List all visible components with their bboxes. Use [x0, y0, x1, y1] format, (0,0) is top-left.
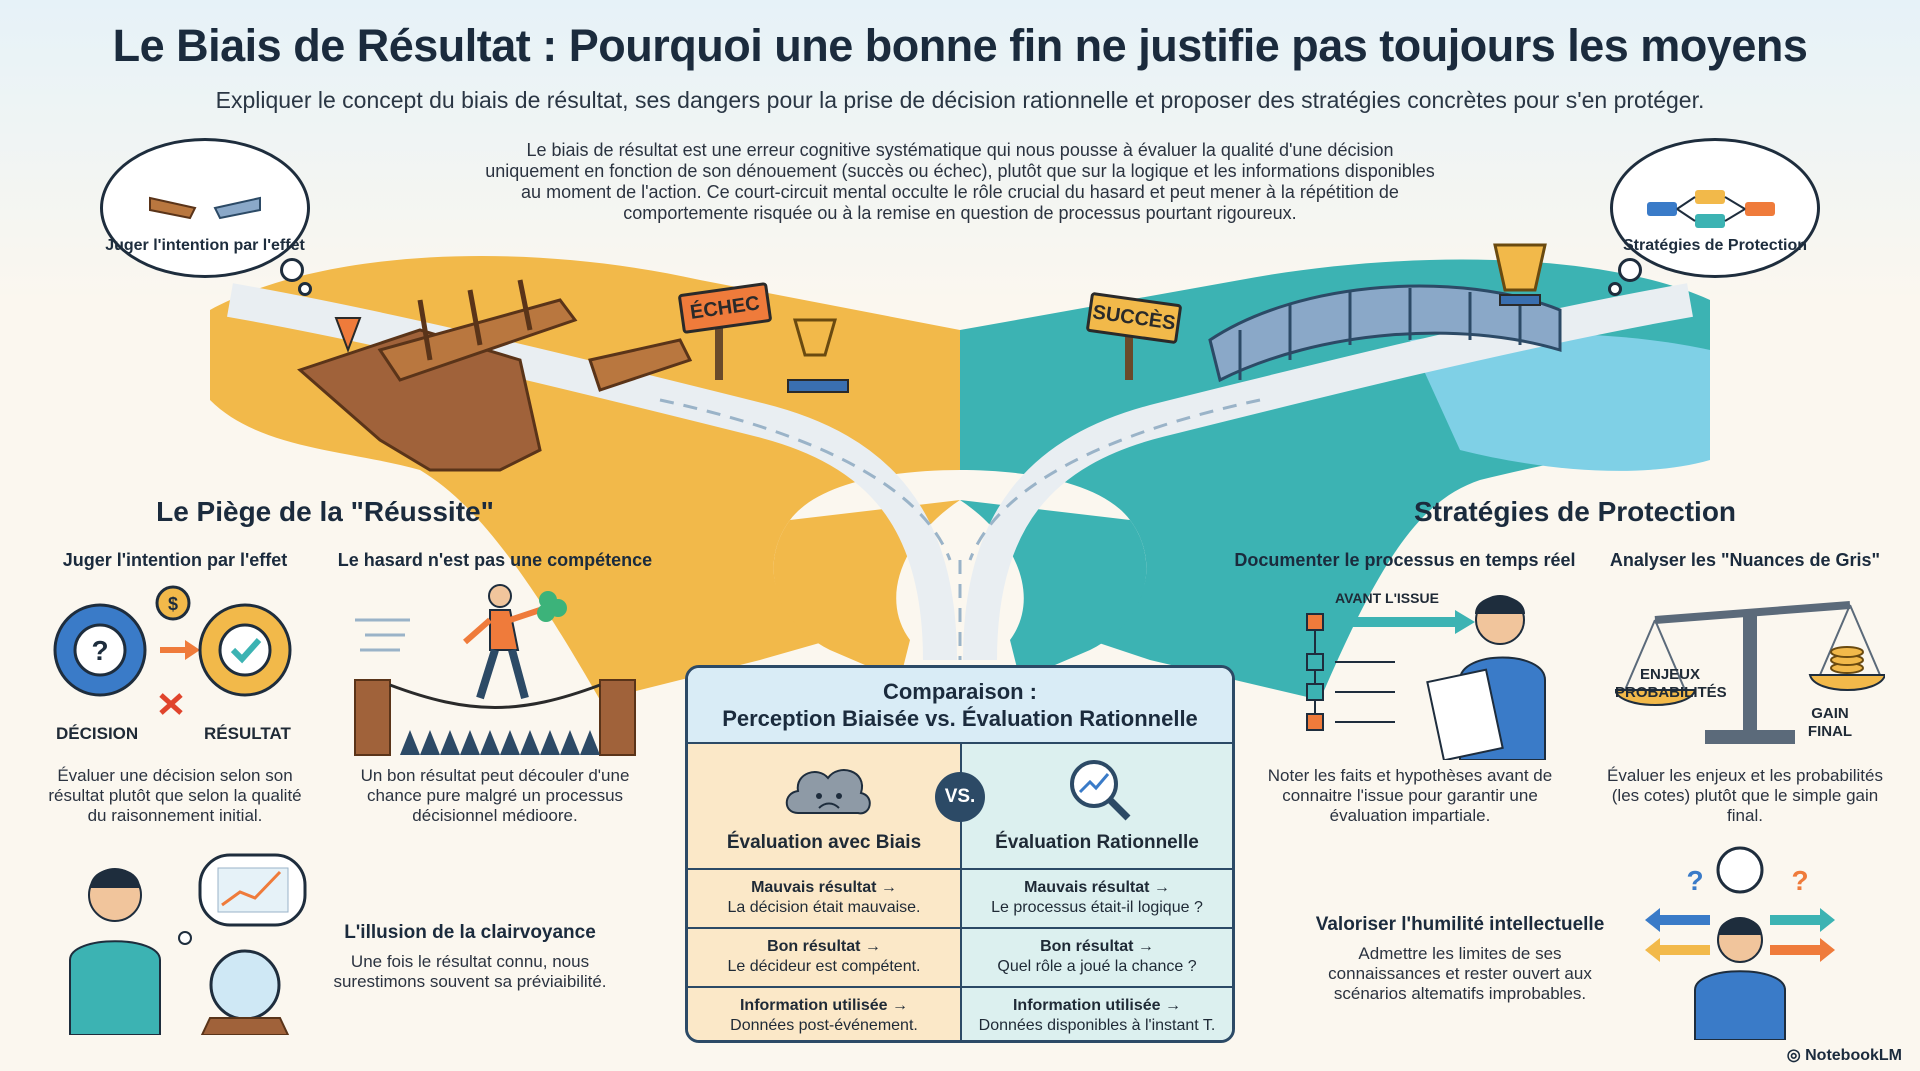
tightrope-walker-icon	[350, 580, 640, 760]
right-section-heading: Stratégies de Protection	[1413, 496, 1737, 527]
flowchart-icon	[1645, 186, 1785, 230]
scale-right-label: GAIN FINAL	[1807, 705, 1853, 740]
comparison-table	[685, 665, 1235, 1043]
comparison-title-line1: Comparaison :	[882, 679, 1038, 704]
rational-column	[960, 744, 1232, 1043]
left-card3-title: L'illusion de la clairvoyance	[344, 922, 596, 943]
table-row	[688, 868, 960, 927]
biased-row1-text: La décision était mauvaise.	[727, 899, 921, 916]
table-row	[962, 868, 1232, 927]
rational-column-header: Évaluation Rationnelle	[995, 832, 1199, 853]
svg-text:?: ?	[91, 635, 109, 666]
open-minded-person-icon	[1640, 840, 1840, 1040]
comparison-header	[688, 668, 1232, 744]
before-outcome-badge: AVANT L'ISSUE	[1335, 590, 1439, 606]
thought-bubble-right	[1610, 138, 1820, 278]
documenting-person-icon	[1285, 590, 1585, 760]
svg-text:$: $	[167, 594, 179, 614]
biased-column-header: Évaluation avec Biais	[726, 832, 922, 853]
intro-paragraph: Le biais de résultat est une erreur cognitive systématique qui nous pousse à évaluer la qualité d'une décision uniquement en fonction de son dénouement (succès ou échec), plutôt que sur la logique et les informations disponibles au moment de l'action. Ce court-circuit mental occulte le rôle crucial du hasard et peut mener à la répétition de comportemente risquée ou à la remise en question de processus pourtant rigoureux.	[485, 140, 1435, 223]
result-label: RÉSULTAT	[204, 724, 291, 743]
decision-label: DÉCISION	[56, 724, 139, 743]
rational-row3-text: Données disponibles à l'instant T.	[978, 1017, 1216, 1034]
biased-column	[688, 744, 960, 1043]
gears-decision-result-icon	[45, 585, 305, 715]
right-card3-text: Admettre les limites de ses connaissances et rester ouvert aux scénarios altematifs improbables.	[1328, 944, 1592, 1003]
biased-row3-text: Données post-événement.	[730, 1017, 918, 1034]
sign-fail: ÉCHEC	[678, 282, 773, 334]
left-section-heading: Le Piège de la "Réussite"	[156, 496, 494, 527]
left-card1-title: Juger l'intention par l'effet	[62, 550, 288, 570]
brand-label: NotebookLM	[1805, 1047, 1902, 1064]
table-row	[688, 986, 960, 1043]
magnifier-chart-icon	[1062, 754, 1142, 824]
biased-row1-label: Mauvais résultat →	[751, 879, 897, 896]
bubble-label-left: Juger l'intention par l'effet	[105, 237, 305, 254]
angry-cloud-icon	[783, 758, 873, 822]
table-row	[962, 927, 1232, 986]
page-subtitle: Expliquer le concept du biais de résultat, ses dangers pour la prise de décision rationnelle et proposer des stratégies concrètes pour s'en protéger.	[215, 87, 1705, 113]
bubble-label-right: Stratégies de Protection	[1622, 237, 1808, 254]
thought-bubble-left	[100, 138, 310, 278]
right-card1-text: Noter les faits et hypothèses avant de connaitre l'issue pour garantir une évaluation impartiale.	[1267, 766, 1553, 825]
right-card3-title: Valoriser l'humilité intellectuelle	[1315, 914, 1605, 935]
left-card1-text: Évaluer une décision selon son résultat plutôt que selon la qualité du raisonnement initial.	[48, 766, 302, 825]
biased-row2-label: Bon résultat →	[767, 938, 881, 955]
table-row	[962, 986, 1232, 1043]
biased-row2-text: Le décideur est compétent.	[727, 958, 921, 975]
rational-row1-label: Mauvais résultat →	[1024, 879, 1170, 896]
rational-row3-label: Information utilisée →	[1012, 997, 1181, 1014]
rational-row2-label: Bon résultat →	[1040, 938, 1154, 955]
left-card3-text: Une fois le résultat connu, nous surestimons souvent sa préviaibilité.	[333, 952, 607, 991]
comparison-title-line2: Perception Biaisée vs. Évaluation Rationnelle	[722, 706, 1198, 731]
rational-row2-text: Quel rôle a joué la chance ?	[997, 958, 1197, 975]
notebooklm-logo	[1787, 1045, 1902, 1065]
biased-row3-label: Information utilisée →	[739, 997, 908, 1014]
left-card2-title: Le hasard n'est pas une compétence	[337, 550, 653, 570]
sign-success: SUCCÈS	[1086, 292, 1183, 344]
left-card2-text: Un bon résultat peut découler d'une chance pure malgré un processus décisionnel médioore.	[360, 766, 630, 825]
crystal-ball-person-icon	[60, 850, 340, 1035]
right-card1-title: Documenter le processus en temps réel	[1234, 550, 1576, 570]
scale-left-label: ENJEUX PROBABILITÉS	[1615, 666, 1727, 701]
rational-row1-text: Le processus était-il logique ?	[991, 899, 1203, 916]
svg-text:?: ?	[1686, 865, 1704, 896]
notebooklm-icon: ◎	[1786, 1047, 1806, 1064]
svg-text:?: ?	[1791, 865, 1809, 896]
right-card2-title: Analyser les "Nuances de Gris"	[1609, 550, 1881, 570]
vs-badge: VS.	[935, 772, 985, 822]
table-row	[688, 927, 960, 986]
broken-bridge-icon	[145, 188, 265, 228]
right-card2-text: Évaluer les enjeux et les probabilités (les cotes) plutôt que le simple gain final.	[1607, 766, 1883, 825]
page-title: Le Biais de Résultat : Pourquoi une bonne fin ne justifie pas toujours les moyens	[112, 20, 1808, 71]
